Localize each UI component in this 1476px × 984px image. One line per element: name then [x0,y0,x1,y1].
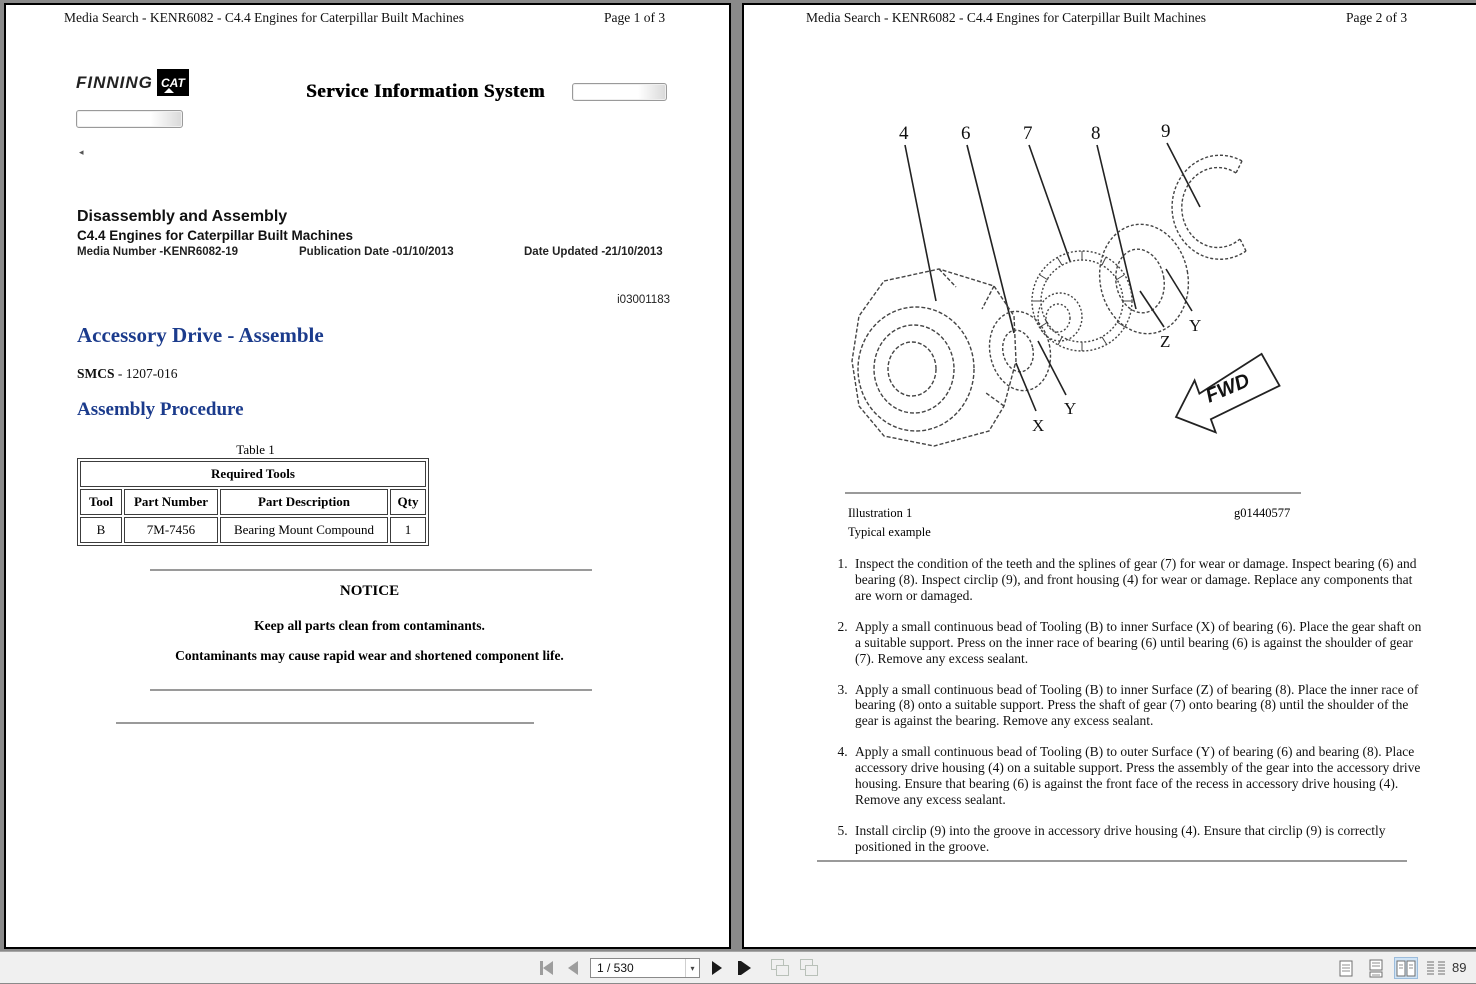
fwd-label: FWD [1202,369,1254,408]
next-page-button[interactable] [707,958,727,978]
section-end-rule [116,722,534,724]
page1-header-page-label: Page 1 of 3 [604,10,666,25]
cell-qty: 1 [390,517,426,543]
assembly-step: 5. Install circlip (9) into the groove in accessory drive housing (4). Ensure that circlip (9) is correctly positioned in the groove. [851,823,1427,855]
page-dropdown-caret-icon[interactable]: ▾ [685,959,699,977]
col-header-tool: Tool [80,489,122,515]
page2-header-title: Media Search - KENR6082 - C4.4 Engines for Caterpillar Built Machines [806,10,1207,25]
finning-cat-logo [76,69,189,96]
previous-view-button[interactable] [769,958,791,978]
illustration-figure-id: g01440577 [1234,506,1291,520]
surface-label-y2: Y [1189,316,1202,335]
last-page-button[interactable] [734,958,754,978]
circlip-part [1172,155,1246,259]
required-tools-table [77,458,429,546]
table-caption: Table 1 [236,442,275,457]
logo-action-button[interactable] [76,110,183,128]
single-page-layout-button[interactable] [1334,957,1358,979]
publication-date: Publication Date -01/10/2013 [299,246,454,258]
cell-part-description: Bearing Mount Compound [220,517,388,543]
surface-label-z: Z [1160,332,1171,351]
first-page-button[interactable] [536,958,556,978]
cat-logo [157,69,189,96]
next-page-icon [712,961,722,975]
sis-action-button[interactable] [572,83,667,101]
exploded-view-illustration [844,111,1324,477]
smcs-value: - 1207-016 [114,366,178,381]
continuous-page-icon [1369,959,1383,978]
two-page-icon [1396,960,1416,977]
page1-header-title: Media Search - KENR6082 - C4.4 Engines for Caterpillar Built Machines [64,10,465,25]
col-header-qty: Qty [390,489,426,515]
bearing-8-part [1091,217,1197,341]
bearing-6-part [982,306,1057,397]
notice-line1: Keep all parts clean from contaminants. [254,618,485,633]
housing-part [852,269,1016,446]
smcs-code [77,366,178,382]
surface-label-y1: Y [1064,399,1077,418]
finning-logo-text: FINNING [76,72,153,92]
document-page-1 [4,3,731,949]
section-title: Accessory Drive - Assemble [77,323,324,347]
two-page-continuous-layout-button[interactable] [1424,957,1448,979]
viewer-toolbar [0,951,1476,983]
table-title: Required Tools [80,461,426,487]
fwd-arrow [1166,352,1287,443]
callout-4: 4 [899,123,909,144]
doc-title: Disassembly and Assembly [77,208,288,225]
media-number: Media Number -KENR6082-19 [77,246,239,258]
assembly-steps-list [851,556,1427,870]
surface-label-x: X [1032,416,1045,435]
col-header-part-number: Part Number [124,489,218,515]
notice-title: NOTICE [339,583,400,599]
illustration-subcaption: Typical example [848,525,931,539]
notice-rule-bottom [150,689,592,691]
doc-subtitle: C4.4 Engines for Caterpillar Built Machines [77,228,354,243]
document-page-2 [742,3,1476,949]
procedure-title: Assembly Procedure [77,399,244,420]
cell-part-number: 7M-7456 [124,517,218,543]
two-page-continuous-icon [1426,960,1446,977]
sis-title: Service Information System [306,81,545,102]
cat-logo-text: CAT [161,75,185,90]
page-layout-group [1334,952,1448,984]
callout-7: 7 [1023,123,1033,144]
assembly-step: 4. Apply a small continuous bead of Tooling (B) to outer Surface (Y) of bearing (6) and bearing (8). Place accessory drive housing (4) on a suitable support. Press the assembly of the gear into the accessory drive housing. Ensure that bearing (6) is against the front face of the recess in accessory drive housing (4). Remove any excess sealant. [851,744,1427,808]
page2-header-page-label: Page 2 of 3 [1346,10,1408,25]
table-row [80,517,426,543]
previous-page-button[interactable] [563,958,583,978]
illustration-caption: Illustration 1 [848,506,913,520]
smcs-label: SMCS [77,366,115,381]
two-page-layout-button[interactable] [1394,957,1418,979]
notice-line2: Contaminants may cause rapid wear and shortened component life. [175,648,564,663]
cursor-artifact-icon: ◂ [79,147,84,157]
page-number-field[interactable] [590,958,700,978]
next-view-button[interactable] [798,958,820,978]
assembly-step: 1. Inspect the condition of the teeth and the splines of gear (7) for wear or damage. Inspect bearing (6) and bearing (8). Inspect circlip (9), and front housing (4) for wear or damage. Replace any components that are worn or damaged. [851,556,1427,604]
col-header-part-description: Part Description [220,489,388,515]
assembly-step: 2. Apply a small continuous bead of Tooling (B) to inner Surface (X) of bearing (6). Place the gear shaft on a suitable support. Press on the inner race of bearing (6) until bearing (6) is against the shoulder of gear (7). Remove any excess sealant. [851,619,1427,667]
page-navigation-group [536,952,820,984]
doc-id: i03001183 [617,294,670,306]
zoom-level: 89 [1452,960,1467,975]
continuous-layout-button[interactable] [1364,957,1388,979]
date-updated: Date Updated -21/10/2013 [524,246,663,258]
callout-8: 8 [1091,123,1101,144]
illustration-rule [845,492,1301,494]
assembly-step: 3. Apply a small continuous bead of Tooling (B) to inner Surface (Z) of bearing (8). Place the inner race of bearing (8) onto a suitable support. Press the shaft of gear (7) onto bearing (8) until the shoulder of the gear is against the bearing. Remove any excess sealant. [851,682,1427,730]
single-page-icon [1339,960,1353,977]
notice-rule-top [150,569,592,571]
cell-tool: B [80,517,122,543]
table-header-row [80,489,426,515]
page-number-value: 1 / 530 [597,961,634,975]
previous-page-icon [568,961,578,975]
callout-6: 6 [961,123,971,144]
page2-end-rule [817,860,1407,862]
callout-9: 9 [1161,121,1171,142]
callout-leader-lines [905,143,1200,333]
cat-logo-triangle-icon [164,88,174,93]
